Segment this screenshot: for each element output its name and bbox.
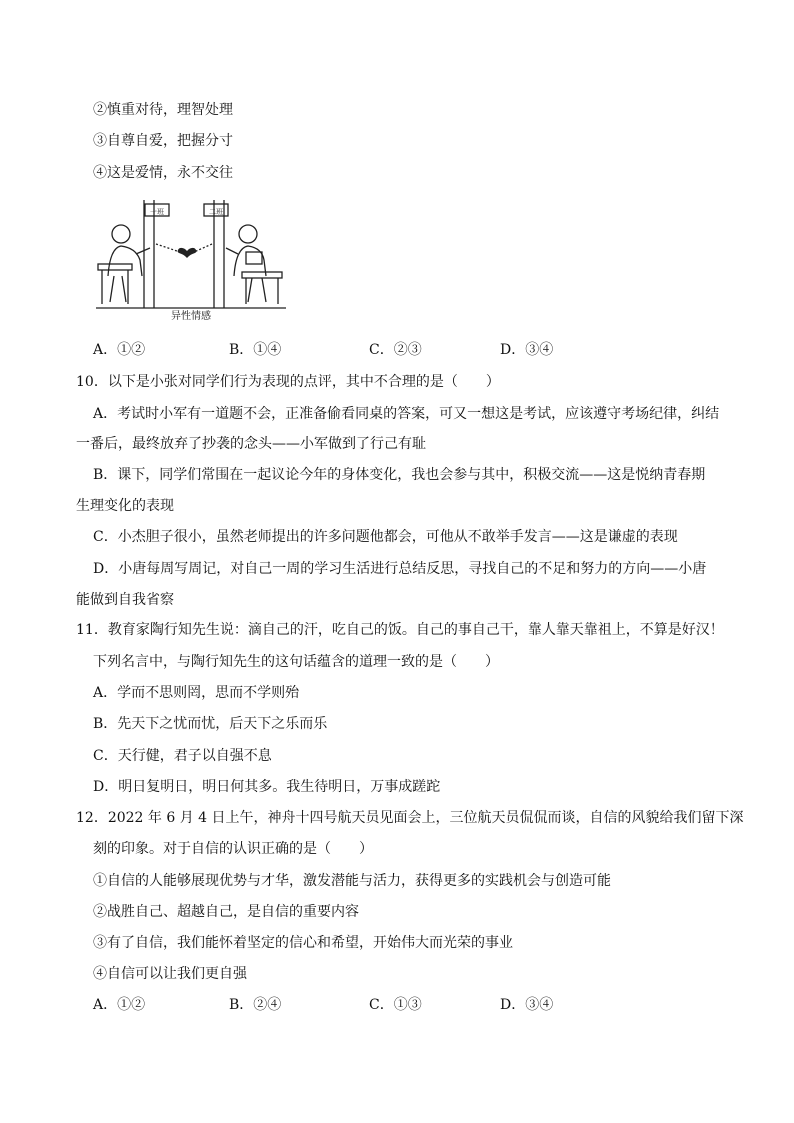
- q9-statement-4: ④这是爱情，永不交往: [93, 165, 233, 181]
- q9-option-c[interactable]: C．②③: [369, 342, 422, 358]
- q12-statement-3: ③有了自信，我们能怀着坚定的信心和希望，开始伟大而光荣的事业: [93, 935, 513, 951]
- q9-illustration: [96, 196, 286, 330]
- q9-option-b[interactable]: B．①④: [229, 342, 282, 358]
- q12-option-b[interactable]: B．②④: [229, 997, 282, 1013]
- q10-option-b-line2[interactable]: 生理变化的表现: [76, 498, 174, 514]
- q12-option-c[interactable]: C．①③: [369, 997, 422, 1013]
- q10-option-d-line1[interactable]: D．小唐每周写周记，对自己一周的学习生活进行总结反思，寻找自己的不足和努力的方向——小唐: [93, 561, 707, 577]
- q10-option-b-line1[interactable]: B．课下，同学们常围在一起议论今年的身体变化，我也会参与其中，积极交流——这是悦纳青春期: [93, 467, 706, 483]
- figure-caption: 异性情感: [171, 311, 211, 322]
- heart-icon: [178, 248, 197, 258]
- q11-stem: 11．教育家陶行知先生说：滴自己的汗，吃自己的饭。自己的事自己干，靠人靠天靠祖上，不算是好汉！: [76, 622, 724, 638]
- q12-statement-4: ④自信可以让我们更自强: [93, 966, 247, 982]
- q10-option-c[interactable]: C．小杰胆子很小，虽然老师提出的许多问题他都会，可他从不敢举手发言——这是谦虚的表现: [93, 529, 678, 545]
- q11-option-d[interactable]: D．明日复明日，明日何其多。我生待明日，万事成蹉跎: [93, 779, 441, 795]
- q11-stem-line2: 下列名言中，与陶行知先生的这句话蕴含的道理一致的是（ ）: [93, 654, 499, 670]
- q10-option-a-line1[interactable]: A．考试时小军有一道题不会，正准备偷看同桌的答案，可又一想这是考试，应该遵守考场纪律，纠结: [93, 406, 720, 422]
- q11-option-c[interactable]: C．天行健，君子以自强不息: [93, 748, 272, 764]
- sign-class-1: 一班: [150, 208, 164, 216]
- q12-statement-1: ①自信的人能够展现优势与才华，激发潜能与活力，获得更多的实践机会与创造可能: [93, 873, 611, 889]
- q9-statement-2: ②慎重对待，理智处理: [93, 102, 233, 118]
- q9-option-d[interactable]: D．③④: [500, 342, 554, 358]
- q12-stem-line2: 刻的印象。对于自信的认识正确的是（ ）: [93, 841, 373, 857]
- q12-options: [93, 995, 613, 1015]
- classroom-doors-drawing: [96, 196, 286, 312]
- q12-statement-2: ②战胜自己、超越自己，是自信的重要内容: [93, 904, 359, 920]
- q10-option-d-line2[interactable]: 能做到自我省察: [76, 592, 174, 608]
- q11-option-a[interactable]: A．学而不思则罔，思而不学则殆: [93, 685, 300, 701]
- q10-stem: 10．以下是小张对同学们行为表现的点评，其中不合理的是（ ）: [76, 374, 500, 390]
- q9-statement-3: ③自尊自爱，把握分寸: [93, 133, 233, 149]
- q12-stem: 12．2022 年 6 月 4 日上午，神舟十四号航天员见面会上，三位航天员侃侃而谈，自信的风貌给我们留下深: [76, 810, 744, 826]
- q11-option-b[interactable]: B．先天下之忧而忧，后天下之乐而乐: [93, 716, 328, 732]
- q12-option-a[interactable]: A．①②: [93, 997, 146, 1013]
- sign-class-2: 二班: [209, 208, 223, 216]
- q9-option-a[interactable]: A．①②: [93, 342, 146, 358]
- q10-option-a-line2[interactable]: 一番后，最终放弃了抄袭的念头——小军做到了行己有耻: [76, 436, 426, 452]
- q12-option-d[interactable]: D．③④: [500, 997, 554, 1013]
- q9-options: [93, 340, 613, 360]
